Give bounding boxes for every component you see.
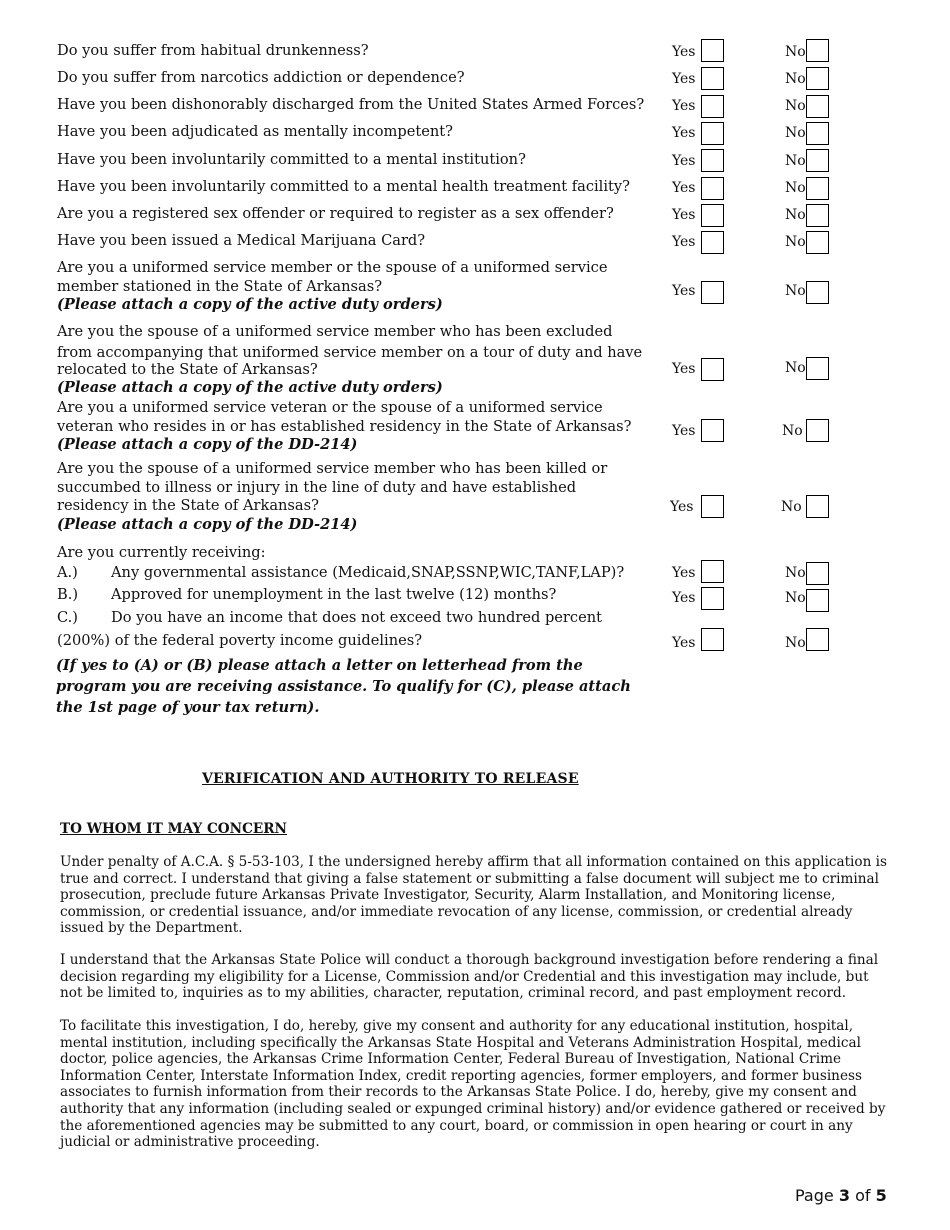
yes-checkbox-q3[interactable] bbox=[701, 95, 724, 118]
question-text: Are you a uniformed service member or the spouse of a uniformed service bbox=[57, 259, 608, 276]
question-text: Have you been involuntarily committed to a mental institution? bbox=[57, 151, 526, 168]
no-checkbox-q4[interactable] bbox=[806, 122, 829, 145]
question-10 bbox=[57, 323, 642, 398]
no-checkbox-c[interactable] bbox=[806, 628, 829, 651]
question-5 bbox=[57, 151, 526, 170]
yes-label: Yes bbox=[672, 283, 696, 299]
page-prefix: Page bbox=[795, 1186, 834, 1205]
attachment-note: (Please attach a copy of the DD-214) bbox=[57, 436, 358, 453]
no-checkbox-q6[interactable] bbox=[806, 177, 829, 200]
yes-checkbox-q12[interactable] bbox=[701, 495, 724, 518]
yes-label: Yes bbox=[672, 565, 696, 581]
question-text: Have you been adjudicated as mentally incompetent? bbox=[57, 123, 453, 140]
no-label: No bbox=[785, 44, 806, 60]
salutation: TO WHOM IT MAY CONCERN bbox=[60, 821, 287, 837]
item-text: Any governmental assistance (Medicaid,SNAP,SSNP,WIC,TANF,LAP)? bbox=[111, 564, 625, 581]
yes-label: Yes bbox=[672, 71, 696, 87]
yes-label: Yes bbox=[672, 44, 696, 60]
page-separator: of bbox=[855, 1186, 871, 1205]
yes-checkbox-q5[interactable] bbox=[701, 149, 724, 172]
question-11 bbox=[57, 399, 631, 455]
yes-label: Yes bbox=[672, 361, 696, 377]
current-page: 3 bbox=[838, 1186, 850, 1205]
no-checkbox-q9[interactable] bbox=[806, 281, 829, 304]
attachment-note: (Please attach a copy of the DD-214) bbox=[57, 515, 358, 533]
yes-label: Yes bbox=[670, 499, 694, 515]
no-checkbox-q12[interactable] bbox=[806, 495, 829, 518]
no-label: No bbox=[781, 499, 802, 515]
yes-checkbox-q4[interactable] bbox=[701, 122, 724, 145]
yes-label: Yes bbox=[672, 207, 696, 223]
yes-checkbox-q10[interactable] bbox=[701, 358, 724, 381]
yes-checkbox-q8[interactable] bbox=[701, 231, 724, 254]
no-label: No bbox=[785, 283, 806, 299]
item-text: Do you have an income that does not exceed two hundred percent bbox=[111, 609, 602, 626]
yes-label: Yes bbox=[672, 590, 696, 606]
yes-label: Yes bbox=[672, 234, 696, 250]
attachment-note: (Please attach a copy of the active duty orders) bbox=[57, 379, 443, 396]
question-text: Have you been involuntarily committed to a mental health treatment facility? bbox=[57, 178, 630, 195]
yes-checkbox-q11[interactable] bbox=[701, 419, 724, 442]
no-label: No bbox=[785, 565, 806, 581]
question-text: Do you suffer from narcotics addiction or dependence? bbox=[57, 69, 465, 86]
no-label: No bbox=[785, 98, 806, 114]
yes-label: Yes bbox=[672, 125, 696, 141]
question-9 bbox=[57, 259, 607, 315]
no-label: No bbox=[785, 360, 806, 376]
receiving-item-a bbox=[57, 564, 624, 583]
no-label: No bbox=[785, 207, 806, 223]
question-text: Are you a uniformed service veteran or the spouse of a uniformed service bbox=[57, 399, 603, 416]
no-label: No bbox=[785, 180, 806, 196]
receiving-item-b bbox=[57, 586, 556, 605]
affirmation-paragraph: Under penalty of A.C.A. § 5-53-103, I the undersigned hereby affirm that all information contained on this application is true and correct. I understand that giving a false statement or submitting a false document will subject me to criminal prosecution, preclude future Arkansas Private Investigator, Security, Alarm Installation, and Monitoring license, commission, or credential issuance, and/or immediate revocation of any license, commission, or credential already issued by the Department. bbox=[60, 854, 887, 937]
question-1 bbox=[57, 42, 369, 61]
question-text: Are you a registered sex offender or required to register as a sex offender? bbox=[57, 205, 614, 222]
yes-checkbox-b[interactable] bbox=[701, 587, 724, 610]
no-checkbox-a[interactable] bbox=[806, 562, 829, 585]
receiving-item-c-continued: (200%) of the federal poverty income guidelines? bbox=[57, 632, 423, 649]
item-text: Approved for unemployment in the last twelve (12) months? bbox=[111, 586, 557, 603]
yes-checkbox-q9[interactable] bbox=[701, 281, 724, 304]
no-label: No bbox=[785, 71, 806, 87]
total-pages: 5 bbox=[875, 1186, 887, 1205]
question-text: Are you the spouse of a uniformed service member who has been excluded bbox=[57, 323, 613, 340]
no-checkbox-q5[interactable] bbox=[806, 149, 829, 172]
yes-checkbox-q6[interactable] bbox=[701, 177, 724, 200]
yes-checkbox-q1[interactable] bbox=[701, 39, 724, 62]
yes-checkbox-q2[interactable] bbox=[701, 67, 724, 90]
no-checkbox-q2[interactable] bbox=[806, 67, 829, 90]
item-label: A.) bbox=[57, 564, 78, 581]
question-text: Are you the spouse of a uniformed service member who has been killed or bbox=[57, 460, 608, 477]
no-checkbox-q8[interactable] bbox=[806, 231, 829, 254]
no-label: No bbox=[785, 590, 806, 606]
question-3 bbox=[57, 96, 644, 115]
question-6 bbox=[57, 178, 630, 197]
question-text: relocated to the State of Arkansas? bbox=[57, 360, 318, 378]
verification-heading: VERIFICATION AND AUTHORITY TO RELEASE bbox=[202, 771, 579, 787]
no-checkbox-q3[interactable] bbox=[806, 95, 829, 118]
question-text: Have you been issued a Medical Marijuana Card? bbox=[57, 232, 426, 249]
receiving-attachment-note: (If yes to (A) or (B) please attach a letter on letterhead from the program you are receiving assistance. To qualify for (C), please attach the 1st page of your tax return). bbox=[56, 657, 631, 716]
investigation-paragraph: I understand that the Arkansas State Police will conduct a thorough background investigation before rendering a final decision regarding my eligibility for a License, Commission and/or Credential and this investigation may include, but not be limited to, inquiries as to my abilities, character, reputation, criminal record, and past employment record. bbox=[60, 952, 879, 1002]
question-text: succumbed to illness or injury in the line of duty and have established bbox=[57, 478, 577, 496]
no-label: No bbox=[785, 153, 806, 169]
yes-label: Yes bbox=[672, 153, 696, 169]
no-checkbox-q10[interactable] bbox=[806, 357, 829, 380]
receiving-item-c bbox=[57, 609, 602, 628]
attachment-note: (Please attach a copy of the active duty orders) bbox=[57, 296, 443, 313]
no-checkbox-b[interactable] bbox=[806, 589, 829, 612]
no-label: No bbox=[785, 234, 806, 250]
no-label: No bbox=[785, 635, 806, 651]
yes-label: Yes bbox=[672, 635, 696, 651]
receiving-intro: Are you currently receiving: bbox=[57, 544, 266, 561]
question-4 bbox=[57, 123, 453, 142]
question-text: Have you been dishonorably discharged from the United States Armed Forces? bbox=[57, 96, 645, 113]
yes-label: Yes bbox=[672, 423, 696, 439]
no-label: No bbox=[785, 125, 806, 141]
consent-paragraph: To facilitate this investigation, I do, hereby, give my consent and authority for any educational institution, hospital, mental institution, including specifically the Arkansas State Hospital and Veterans Administration Hospital, medical doctor, police agencies, the Arkansas Crime Information Center, Federal Bureau of Investigation, National Crime Information Center, Interstate Information Index, credit reporting agencies, former employers, and former business associates to furnish information from their records to the Arkansas State Police. I do, hereby, give my consent and authority that any information (including sealed or expunged criminal history) and/or evidence gathered or received by the aforementioned agencies may be submitted to any court, board, or commission in open hearing or court in any judicial or administrative proceeding. bbox=[60, 1018, 886, 1151]
no-label: No bbox=[782, 423, 803, 439]
yes-label: Yes bbox=[672, 98, 696, 114]
question-12 bbox=[57, 460, 607, 534]
question-text: from accompanying that uniformed service member on a tour of duty and have bbox=[57, 343, 643, 361]
yes-label: Yes bbox=[672, 180, 696, 196]
question-text: Do you suffer from habitual drunkenness? bbox=[57, 42, 369, 59]
question-text: member stationed in the State of Arkansas? bbox=[57, 277, 383, 295]
yes-checkbox-c[interactable] bbox=[701, 628, 724, 651]
page-number bbox=[795, 1186, 887, 1205]
no-checkbox-q1[interactable] bbox=[806, 39, 829, 62]
question-2 bbox=[57, 69, 465, 88]
item-label: B.) bbox=[57, 586, 79, 603]
no-checkbox-q11[interactable] bbox=[806, 419, 829, 442]
yes-checkbox-q7[interactable] bbox=[701, 204, 724, 227]
question-7 bbox=[57, 205, 614, 224]
question-8 bbox=[57, 232, 425, 251]
question-text: veteran who resides in or has established residency in the State of Arkansas? bbox=[57, 417, 632, 435]
question-text: residency in the State of Arkansas? bbox=[57, 497, 319, 514]
no-checkbox-q7[interactable] bbox=[806, 204, 829, 227]
item-label: C.) bbox=[57, 609, 78, 626]
yes-checkbox-a[interactable] bbox=[701, 560, 724, 583]
